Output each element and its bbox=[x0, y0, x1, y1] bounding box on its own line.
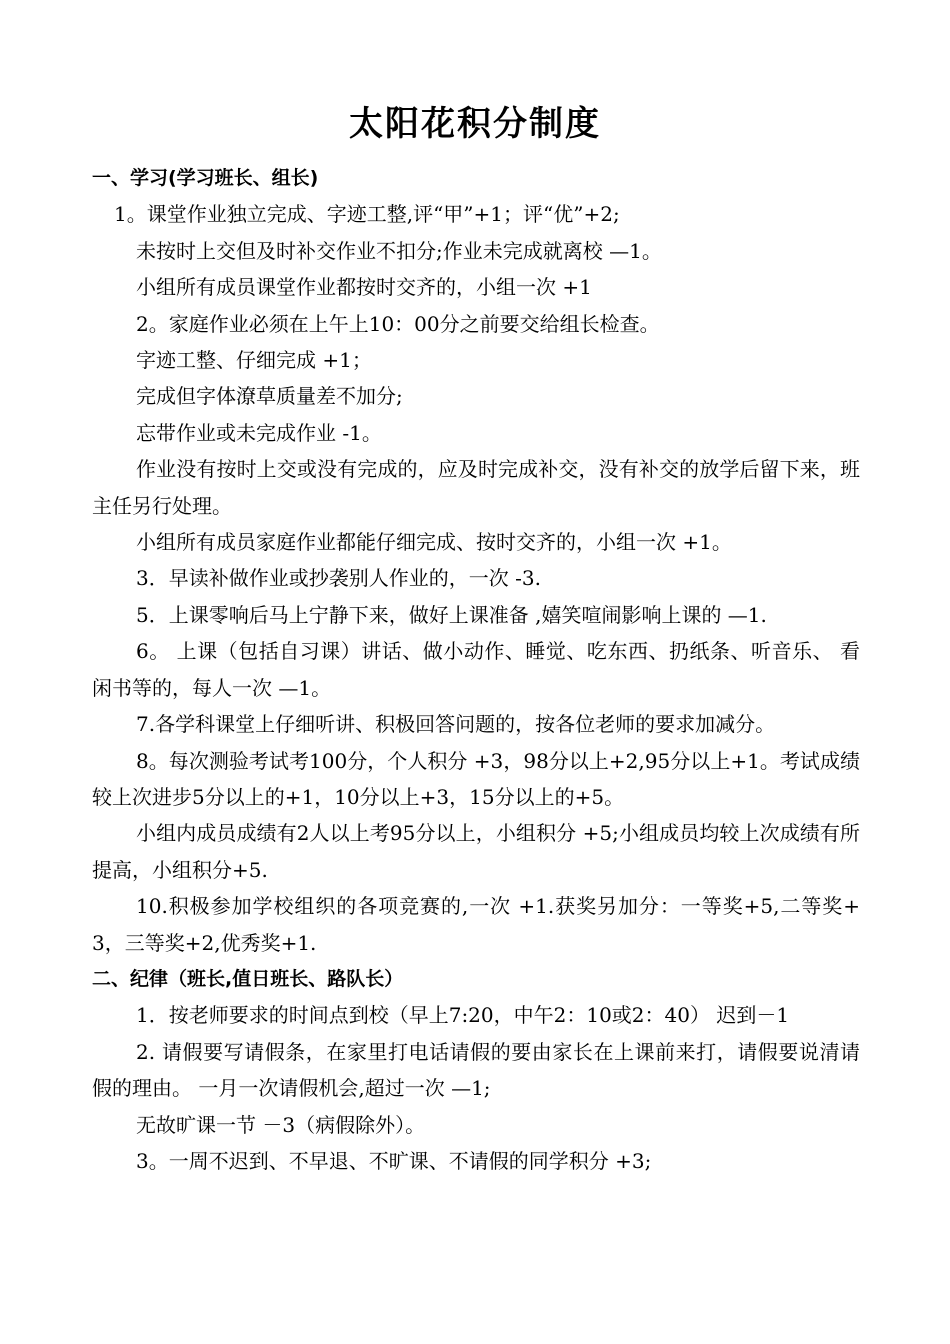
section-heading-discipline: 二、纪律（班长,值日班长、路队长） bbox=[92, 967, 404, 990]
paragraph: 小组内成员成绩有2人以上考95分以上，小组积分 +5;小组成员均较上次成绩有所提高，小组积分+5. bbox=[92, 821, 860, 882]
paragraph: 2。家庭作业必须在上午上10：00分之前要交给组长检查。 bbox=[136, 311, 660, 336]
paragraph: 未按时上交但及时补交作业不扣分;作业未完成就离校 —1。 bbox=[136, 238, 662, 263]
paragraph: 5．上课零响后马上宁静下来，做好上课准备 ,嬉笑喧闹影响上课的 —1. bbox=[136, 602, 767, 627]
paragraph: 作业没有按时上交或没有完成的，应及时完成补交，没有补交的放学后留下来，班主任另行处理。 bbox=[92, 457, 860, 518]
paragraph: 完成但字体潦草质量差不加分; bbox=[136, 384, 403, 409]
paragraph: 2. 请假要写请假条，在家里打电话请假的要由家长在上课前来打，请假要说清请假的理由。 一月一次请假机会,超过一次 —1; bbox=[92, 1039, 860, 1101]
paragraph: 3。一周不迟到、不早退、不旷课、不请假的同学积分 +3; bbox=[136, 1148, 652, 1173]
section-heading-study: 一、学习(学习班长、组长) bbox=[92, 167, 319, 189]
paragraph: 无故旷课一节 －3（病假除外）。 bbox=[136, 1112, 426, 1137]
paragraph: 1．按老师要求的时间点到校（早上7:20，中午2：10或2：40） 迟到－1 bbox=[136, 1003, 790, 1028]
paragraph: 小组所有成员课堂作业都按时交齐的，小组一次 +1 bbox=[136, 275, 592, 300]
paragraph: 小组所有成员家庭作业都能仔细完成、按时交齐的，小组一次 +1。 bbox=[136, 530, 732, 555]
paragraph: 8。每次测验考试考100分，个人积分 +3，98分以上+2,95分以上+1。考试成绩较上次进步5分以上的+1，10分以上+3，15分以上的+5。 bbox=[92, 748, 860, 809]
paragraph: 6。 上课（包括自习课）讲话、做小动作、睡觉、吃东西、扔纸条、听音乐、 看闲书等的，每人一次 —1。 bbox=[92, 639, 860, 700]
paragraph: 10.积极参加学校组织的各项竞赛的,一次 +1.获奖另加分：一等奖+5,二等奖+3，三等奖+2,优秀奖+1. bbox=[92, 894, 860, 955]
paragraph: 7.各学科课堂上仔细听讲、积极回答问题的，按各位老师的要求加减分。 bbox=[136, 712, 776, 737]
paragraph: 1。课堂作业独立完成、字迹工整,评“甲”+1；评“优”+2; bbox=[114, 202, 620, 227]
paragraph: 忘带作业或未完成作业 -1。 bbox=[136, 420, 382, 445]
paragraph: 3．早读补做作业或抄袭别人作业的，一次 -3. bbox=[136, 566, 541, 591]
document-title: 太阳花积分制度 bbox=[349, 104, 601, 144]
paragraph: 字迹工整、仔细完成 +1； bbox=[136, 348, 372, 373]
document-body bbox=[92, 160, 860, 1179]
